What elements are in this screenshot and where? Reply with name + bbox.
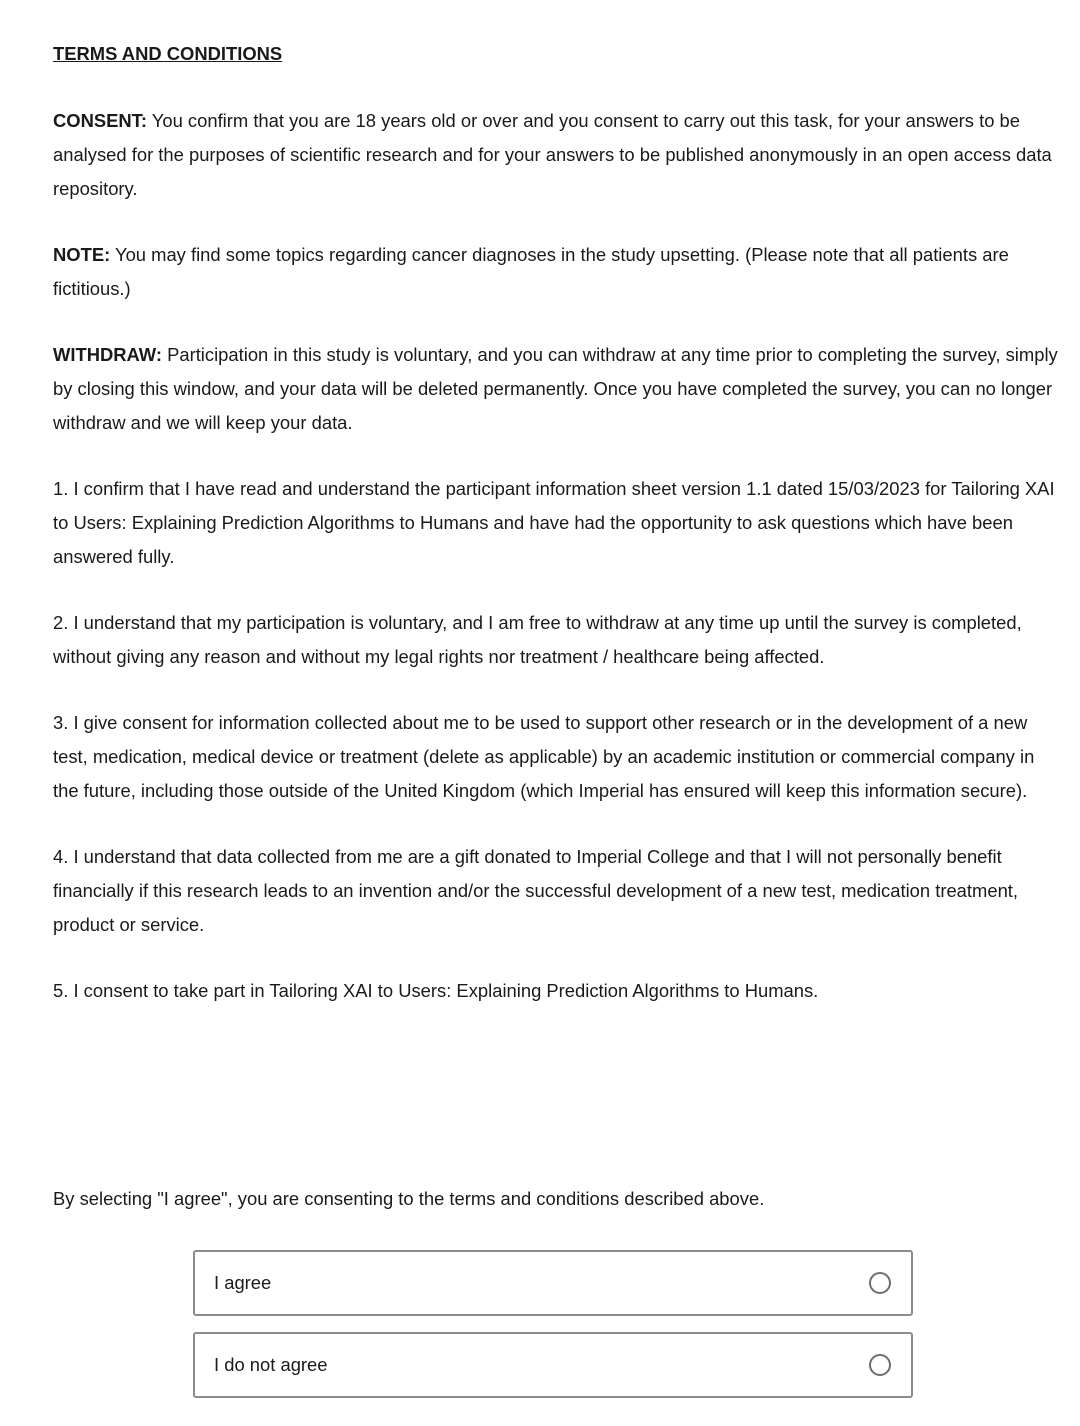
consent-item-5: 5. I consent to take part in Tailoring XAI to Users: Explaining Prediction Algorithms to Humans. — [53, 980, 819, 1001]
consent-text: You confirm that you are 18 years old or over and you consent to carry out this task, for your answers to be analysed for the purposes of scientific research and for your answers to be published anonymously in an open access data repository. — [53, 110, 1052, 199]
withdraw-lead: WITHDRAW: — [53, 344, 162, 365]
note-lead: NOTE: — [53, 244, 111, 265]
consent-item-2: 2. I understand that my participation is voluntary, and I am free to withdraw at any time up until the survey is completed, without giving any reason and without my legal rights nor treatment / healthcare being affected. — [53, 612, 1022, 667]
consent-paragraph — [53, 104, 1063, 206]
radio-unselected-icon[interactable] — [869, 1272, 891, 1294]
consent-item-1: 1. I confirm that I have read and understand the participant information sheet version 1.1 dated 15/03/2023 for Tailoring XAI to Users: Explaining Prediction Algorithms to Humans and have had the opportunity to ask questions which have been answered fully. — [53, 478, 1055, 567]
agree-option[interactable] — [193, 1250, 913, 1316]
agreement-options — [193, 1250, 913, 1414]
consent-lead: CONSENT: — [53, 110, 147, 131]
radio-unselected-icon[interactable] — [869, 1354, 891, 1376]
note-text: You may find some topics regarding cancer diagnoses in the study upsetting. (Please note that all patients are fictitious.) — [53, 244, 1009, 299]
disagree-option[interactable] — [193, 1332, 913, 1398]
disagree-option-label: I do not agree — [214, 1354, 328, 1375]
note-paragraph — [53, 238, 1063, 306]
withdraw-text: Participation in this study is voluntary, and you can withdraw at any time prior to completing the survey, simply by closing this window, and your data will be deleted permanently. Once you have completed the survey, you can no longer withdraw and we will keep your data. — [53, 344, 1058, 433]
terms-title: TERMS AND CONDITIONS — [53, 43, 283, 64]
terms-document — [53, 36, 1063, 1008]
agree-option-label: I agree — [214, 1272, 272, 1293]
consent-item-4: 4. I understand that data collected from me are a gift donated to Imperial College and that I will not personally benefit financially if this research leads to an invention and/or the successful development of a new test, medication treatment, product or service. — [53, 846, 1019, 935]
agreement-prompt: By selecting "I agree", you are consenting to the terms and conditions described above. — [53, 1188, 765, 1209]
consent-item-3: 3. I give consent for information collected about me to be used to support other research or in the development of a new test, medication, medical device or treatment (delete as applicable) by an academic institution or commercial company in the future, including those outside of the United Kingdom (which Imperial has ensured will keep this information secure). — [53, 712, 1035, 801]
withdraw-paragraph — [53, 338, 1063, 440]
